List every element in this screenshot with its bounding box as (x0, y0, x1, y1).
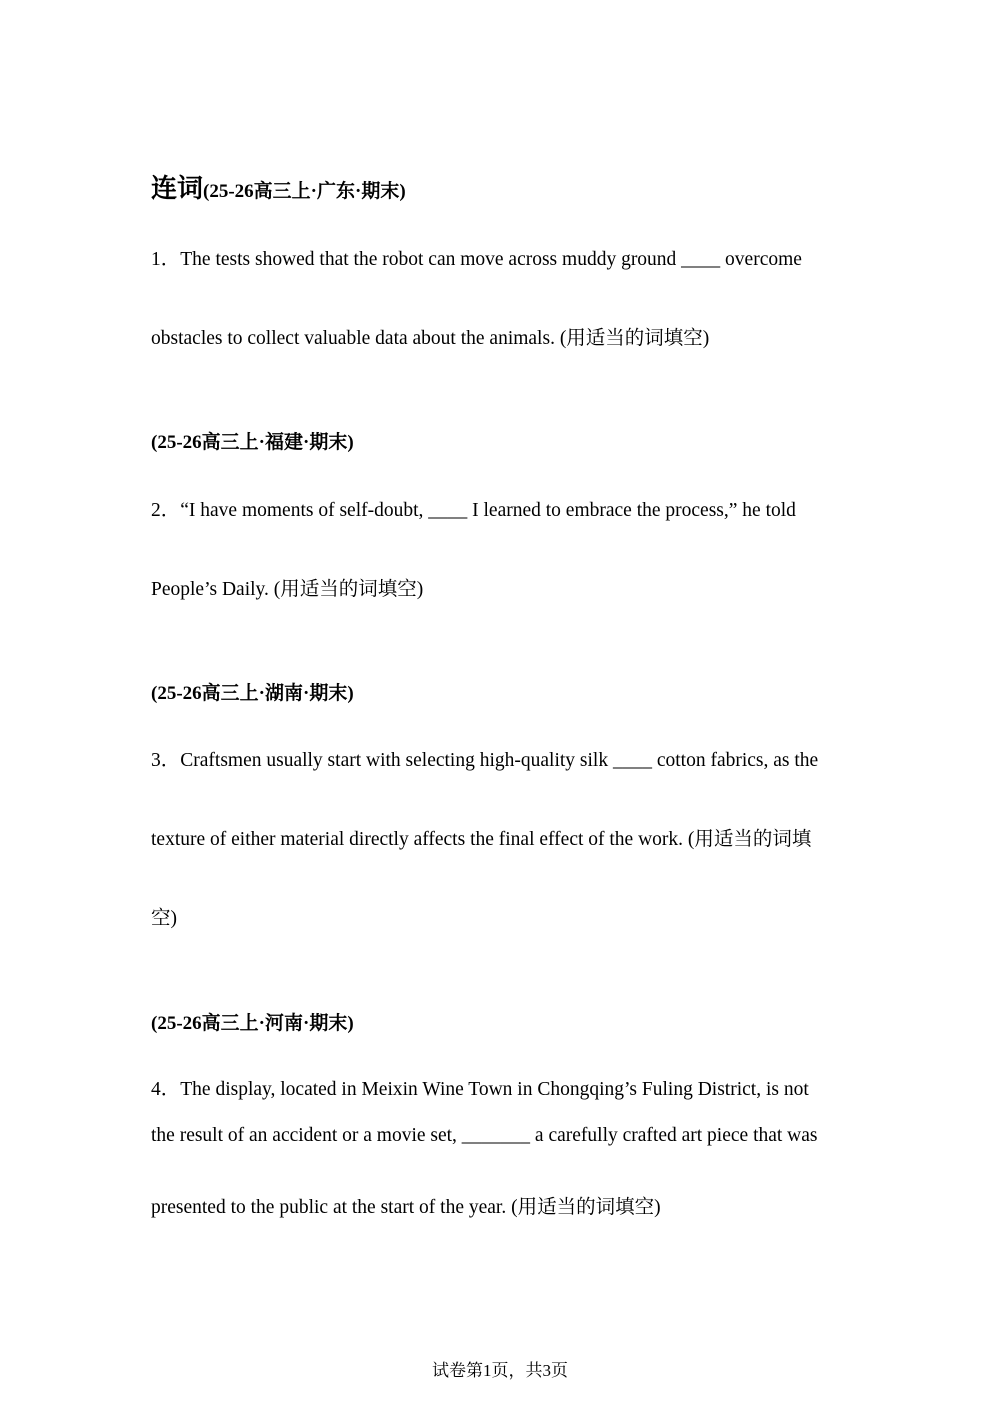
question-4-source: (25-26高三上·河南·期末) (151, 1013, 354, 1034)
question-3-line-3: 空) (151, 908, 177, 929)
question-4-line-1: 4．The display, located in Meixin Wine Town in Chongqing’s Fuling District, is not (151, 1079, 809, 1100)
question-2-line-1: 2．“I have moments of self-doubt, ____ I learned to embrace the process,” he told (151, 500, 796, 521)
question-1-line-2: obstacles to collect valuable data about the animals. (用适当的词填空) (151, 328, 710, 349)
section-heading (151, 168, 406, 205)
question-2-line-2: People’s Daily. (用适当的词填空) (151, 579, 424, 600)
question-2-source: (25-26高三上·福建·期末) (151, 432, 354, 453)
question-4-line-2: the result of an accident or a movie set, _______ a carefully crafted art piece that was (151, 1125, 818, 1146)
section-title: 连词 (151, 174, 204, 204)
question-4-line-3: presented to the public at the start of the year. (用适当的词填空) (151, 1197, 661, 1218)
question-1-line-1: 1．The tests showed that the robot can move across muddy ground ____ overcome (151, 249, 802, 270)
question-3-source: (25-26高三上·湖南·期末) (151, 683, 354, 704)
page-footer: 试卷第1页，共3页 (432, 1361, 568, 1380)
section-source: (25-26高三上·广东·期末) (203, 181, 406, 202)
question-3-line-1: 3．Craftsmen usually start with selecting high-quality silk ____ cotton fabrics, as the (151, 750, 819, 771)
question-3-line-2: texture of either material directly affects the final effect of the work. (用适当的词填 (151, 829, 812, 850)
